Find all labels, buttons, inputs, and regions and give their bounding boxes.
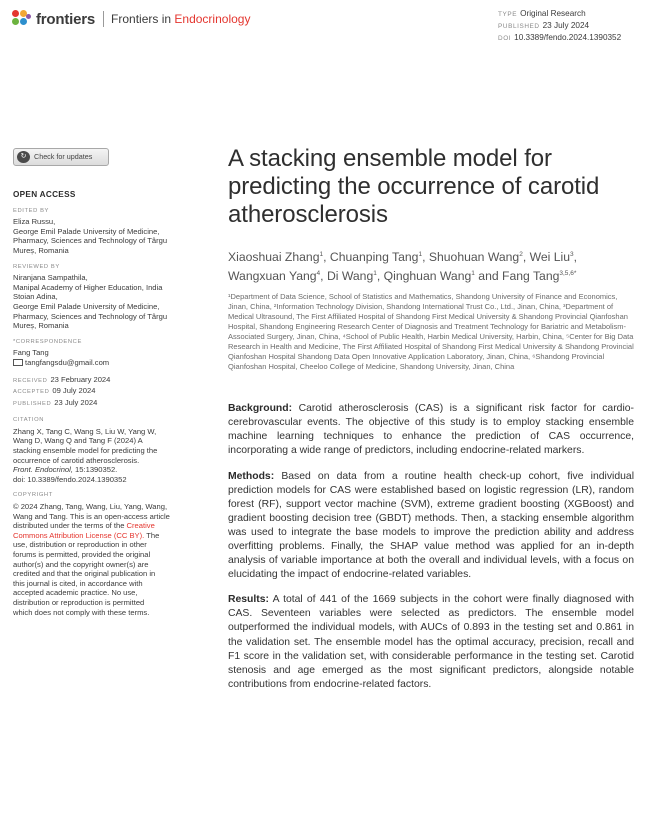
check-updates-button[interactable]: ↻ Check for updates bbox=[13, 148, 109, 166]
open-access-label: OPEN ACCESS bbox=[13, 190, 76, 199]
refresh-icon: ↻ bbox=[17, 151, 30, 163]
author[interactable]: Wangxuan Yang$^4$ bbox=[228, 268, 321, 283]
published-date: 23 July 2024 bbox=[542, 21, 590, 30]
journal-name: Frontiers in Endocrinology bbox=[111, 12, 251, 26]
brand-wordmark: frontiers bbox=[36, 10, 96, 28]
abstract-results: Results: A total of 441 of the 1669 subjects in the cohort were finally diagnosed with CAS. Seventeen variables were selected as predictors. The ensemble model outperformed the individual models, with AUCs of 0.893 in the testing set and 0.861 in the validation set. The ensemble model has the optimal accuracy, precision, recall and F1 score in the validation set, with considerable performance in the testing set. Carotid stenosis and age emerged as the most significant predictors, alongside notable contributions from endocrine-related factors. bbox=[228, 594, 634, 690]
doi[interactable]: 10.3389/fendo.2024.1390352 bbox=[514, 33, 622, 42]
brand-divider bbox=[103, 11, 104, 27]
abstract bbox=[228, 402, 634, 692]
reviewed-by-section: REVIEWED BY Niranjana Sampathila, Manipal Academy of Higher Education, India Stoian Adina, George Emil Palade University of Medicine, Pharmacy, Sciences and Technology of Târgu Mureș, Romania bbox=[13, 263, 168, 331]
author[interactable]: Wei Liu$^3$ bbox=[529, 250, 574, 265]
article-meta: TYPE Original Research PUBLISHED 23 July 2024 DOI 10.3389/fendo.2024.1390352 bbox=[498, 9, 622, 42]
copyright-section: COPYRIGHT © 2024 Zhang, Tang, Wang, Liu, Yang, Wang, Wang and Tang. This is an open-access article distributed under the terms of the Creative Commons Attribution License (CC BY). The use, distribution or reproduction in other forums is permitted, provided the original author(s) and the copyright owner(s) are credited and that the original publication in this journal is cited, in accordance with accepted academic practice. No use, distribution or reproduction is permitted which does not comply with these terms. bbox=[13, 492, 170, 617]
abstract-methods: Methods: Based on data from a routine health check-up cohort, five individual prediction models for CAS were established based on logistic regression (LR), random forest (RF), support vector machine (SVM), extreme gradient boosting (XGBoost) and gradient boosting decision tree (GBDT) methods. Then, a stacking ensemble algorithm was used to integrate the base models to improve the prediction ability and address overfitting problems. Finally, the SHAP value method was applied for an in-depth analysis of variable importance at both the overall and individual levels, with a focus on elucidating the impact of endocrine-related variables. bbox=[228, 470, 634, 581]
author[interactable]: Fang Tang$^{3,5,6*}$ bbox=[502, 268, 577, 283]
mail-icon bbox=[13, 359, 23, 366]
correspondence-section: *CORRESPONDENCE Fang Tang tangfangsdu@gmail.com bbox=[13, 338, 110, 367]
citation-section: CITATION Zhang X, Tang C, Wang S, Liu W, Yang W, Wang D, Wang Q and Tang F (2024) A stacking ensemble model for predicting the occurrence of carotid atherosclerosis. Front. Endocrinol, 15:1390352. doi: 10.3389/fendo.2024.1390352 bbox=[13, 417, 158, 484]
author[interactable]: Xiaoshuai Zhang$^1$ bbox=[228, 250, 324, 265]
edited-by-section: EDITED BY Eliza Russu, George Emil Palade University of Medicine, Pharmacy, Sciences and Technology of Târgu Mureș, Romania bbox=[13, 207, 168, 255]
article-type: Original Research bbox=[520, 9, 586, 18]
author[interactable]: Shuohuan Wang$^2$ bbox=[428, 250, 523, 265]
abstract-background: Background: Carotid atherosclerosis (CAS) is a significant risk factor for cardio-cerebrovascular events. The objective of this study is to employ stacking ensemble machine learning techniques to enhance the prediction of CAS occurrence, incorporating a wide range of predictors, including endocrine-related markers. bbox=[228, 403, 634, 457]
cc-license-link[interactable]: Creative bbox=[126, 521, 155, 531]
author[interactable]: Di Wang$^1$ bbox=[326, 268, 377, 283]
author[interactable]: Qinghuan Wang$^1$ bbox=[383, 268, 475, 283]
author-list: Xiaoshuai Zhang$^1$, Chuanping Tang$^1$, Shuohuan Wang$^2$, Wei Liu$^3$, Wangxuan Yang$^4$, Di Wang$^1$, Qinghuan Wang$^1$ and Fang Tang$^{3,5,6*}$ bbox=[228, 250, 578, 283]
dates-section: RECEIVED 23 February 2024 ACCEPTED 09 July 2024 PUBLISHED 23 July 2024 bbox=[13, 374, 111, 407]
page-header bbox=[12, 8, 634, 42]
article-main bbox=[228, 145, 634, 703]
brand bbox=[12, 10, 250, 28]
author[interactable]: Chuanping Tang$^1$ bbox=[329, 250, 423, 265]
affiliations: ¹Department of Data Science, School of Statistics and Mathematics, Shandong University of Finance and Economics, Jinan, China, ²Information Technology Division, Shandong International Trust Co., Ltd., Jinan, China, ³Department of Medical Ultrasound, The First Affiliated Hospital of Shandong First Medical University & Shandong Provincial Qianfoshan Hospital, Shandong Engineering Research Center of Diagnosis and Treatment Technology for Bariatric and Metabolism-Associated Surgery, Jinan, China, ⁴School of Public Health, Harbin Medical University, Harbin, China, ⁵Center for Big Data Research in Health and Medicine, The First Affiliated Hospital of Shandong First Medical University & Shandong Provincial Qianfoshan Hospital Shandong Data Open Innovative Application Laboratory, Jinan, China, ⁶Shandong Provincial Qianfoshan Hospital, Cheeloo College of Medicine, Shandong University, Jinan, China bbox=[228, 292, 634, 372]
cc-license-link-cont[interactable]: Commons Attribution License (CC BY). bbox=[13, 530, 145, 540]
frontiers-logo-icon bbox=[12, 10, 32, 28]
article-title: A stacking ensemble model for predicting the occurrence of carotid atherosclerosis bbox=[228, 145, 600, 228]
correspondence-email[interactable]: tangfangsdu@gmail.com bbox=[25, 357, 110, 367]
sidebar bbox=[13, 148, 199, 624]
